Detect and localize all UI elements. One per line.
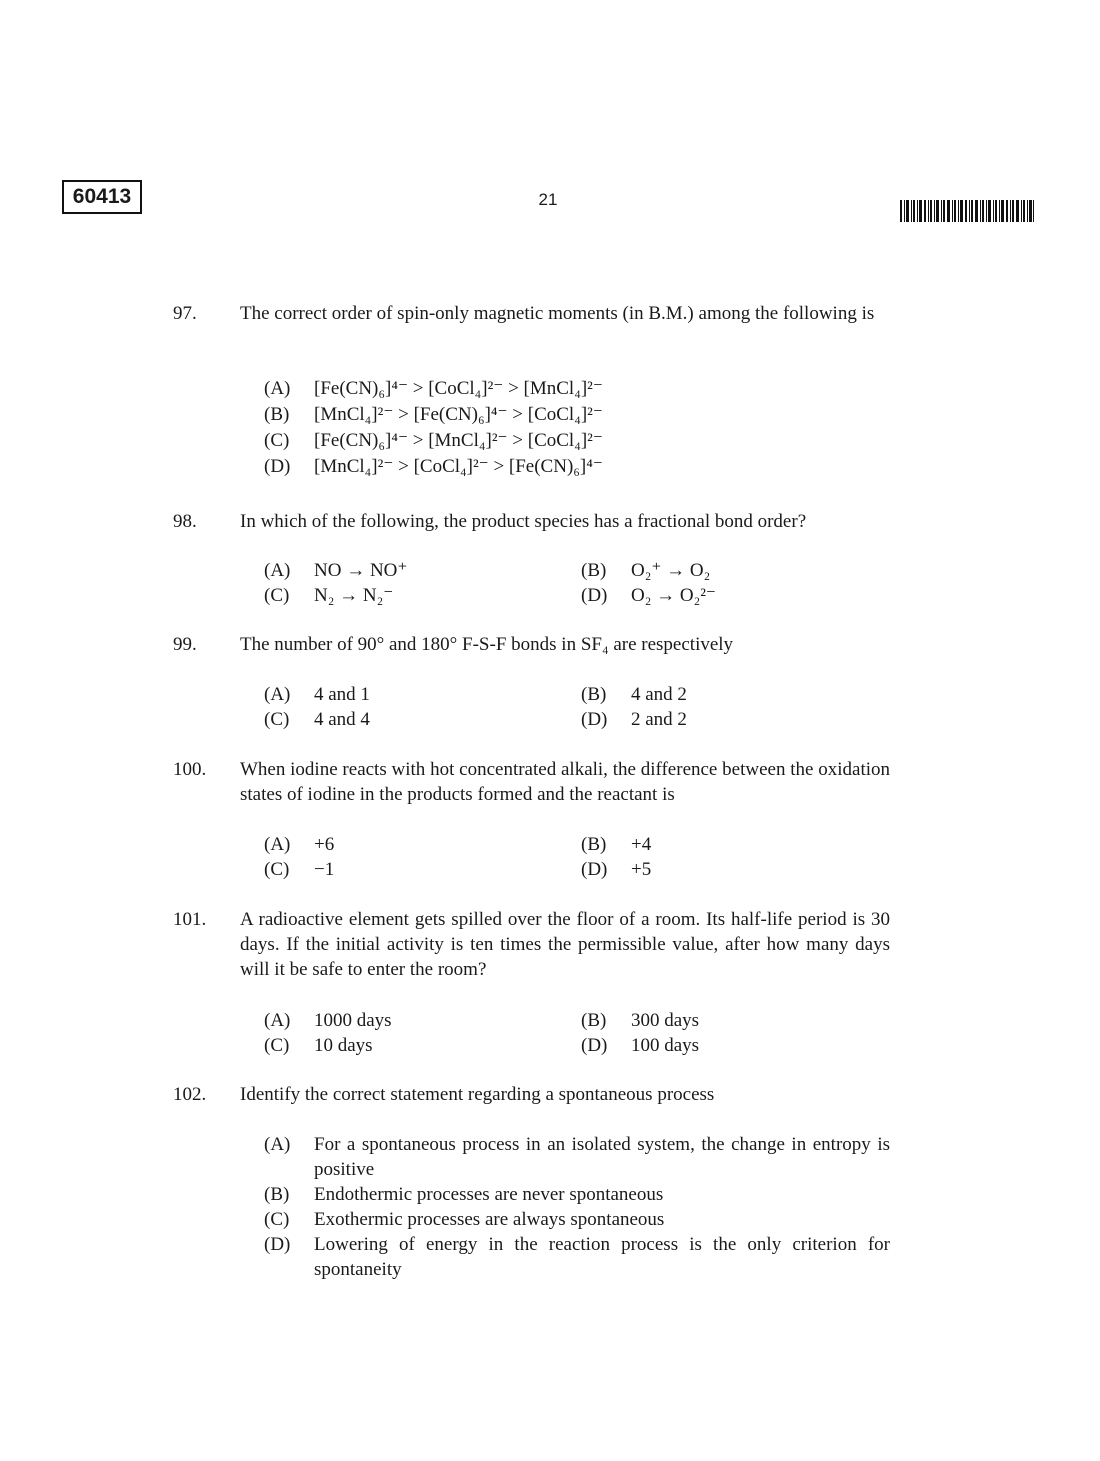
option-label: (A) [264,378,291,399]
question-text: In which of the following, the product species has a fractional bond order? [240,511,807,532]
option-text: [MnCl₄]²⁻ > [CoCl₄]²⁻ > [Fe(CN)₆]⁴⁻ [314,456,603,477]
option-label: (B) [581,684,607,705]
barcode-image [900,200,1034,222]
option-label: (D) [581,585,608,606]
question-number: 97. [173,303,197,324]
option-label: (A) [264,684,291,705]
option-text: 1000 days [314,1010,392,1031]
option-text: +4 [631,834,652,855]
option-label: (C) [264,859,290,880]
question-text: When iodine reacts with hot concentrated alkali, the difference between the oxidation states of iodine in the products formed and the reactant is [240,759,890,805]
option-text: [Fe(CN)₆]⁴⁻ > [CoCl₄]²⁻ > [MnCl₄]²⁻ [314,378,603,399]
option-label: (C) [264,709,290,730]
option-label: (D) [581,859,608,880]
option-text: [Fe(CN)₆]⁴⁻ > [MnCl₄]²⁻ > [CoCl₄]²⁻ [314,430,603,451]
option-text: 10 days [314,1035,373,1056]
option-text: O₂⁺ → O₂ [631,560,711,581]
option-text: +6 [314,834,335,855]
question-text: Identify the correct statement regarding a spontaneous process [240,1084,715,1105]
option-label: (A) [264,560,291,581]
option-text: 2 and 2 [631,709,687,730]
option-text: 4 and 1 [314,684,370,705]
page-number: 21 [538,190,558,209]
question-number: 102. [173,1084,207,1105]
option-text: 300 days [631,1010,700,1031]
option-text: For a spontaneous process in an isolated system, the change in entropy is positive [314,1134,890,1180]
option-text: Endothermic processes are never spontaneous [314,1184,664,1205]
question-number: 101. [173,909,207,930]
option-text: 100 days [631,1035,700,1056]
option-label: (B) [581,560,607,581]
option-text: +5 [631,859,652,880]
option-text: 4 and 2 [631,684,687,705]
option-text: −1 [314,859,335,880]
option-label: (B) [581,834,607,855]
option-label: (B) [264,404,290,425]
option-label: (B) [264,1184,290,1205]
paper-code: 60413 [72,185,132,208]
option-label: (C) [264,585,290,606]
option-label: (B) [581,1010,607,1031]
option-label: (A) [264,1010,291,1031]
option-text: [MnCl₄]²⁻ > [Fe(CN)₆]⁴⁻ > [CoCl₄]²⁻ [314,404,603,425]
paper-code-box [62,180,142,214]
option-text: N₂ → N₂⁻ [314,585,394,606]
question-text: A radioactive element gets spilled over the floor of a room. Its half-life period is 30 days. If the initial activity is ten times the permissible value, after how many days will it be safe to enter the room? [240,909,890,980]
option-label: (D) [581,709,608,730]
option-label: (D) [264,456,291,477]
question-number: 98. [173,511,197,532]
option-label: (C) [264,1209,290,1230]
question-number: 100. [173,759,207,780]
option-text: NO → NO⁺ [314,560,408,581]
option-label: (C) [264,1035,290,1056]
option-text: Lowering of energy in the reaction process is the only criterion for spontaneity [314,1234,890,1280]
question-text: The correct order of spin-only magnetic moments (in B.M.) among the following is [240,303,875,324]
option-text: O₂ → O₂²⁻ [631,585,716,606]
option-text: 4 and 4 [314,709,370,730]
option-label: (A) [264,834,291,855]
option-label: (D) [581,1035,608,1056]
option-label: (A) [264,1134,291,1155]
option-label: (C) [264,430,290,451]
question-text: The number of 90° and 180° F-S-F bonds in SF₄ are respectively [240,634,734,655]
option-text: Exothermic processes are always spontaneous [314,1209,665,1230]
option-label: (D) [264,1234,291,1255]
question-number: 99. [173,634,197,655]
